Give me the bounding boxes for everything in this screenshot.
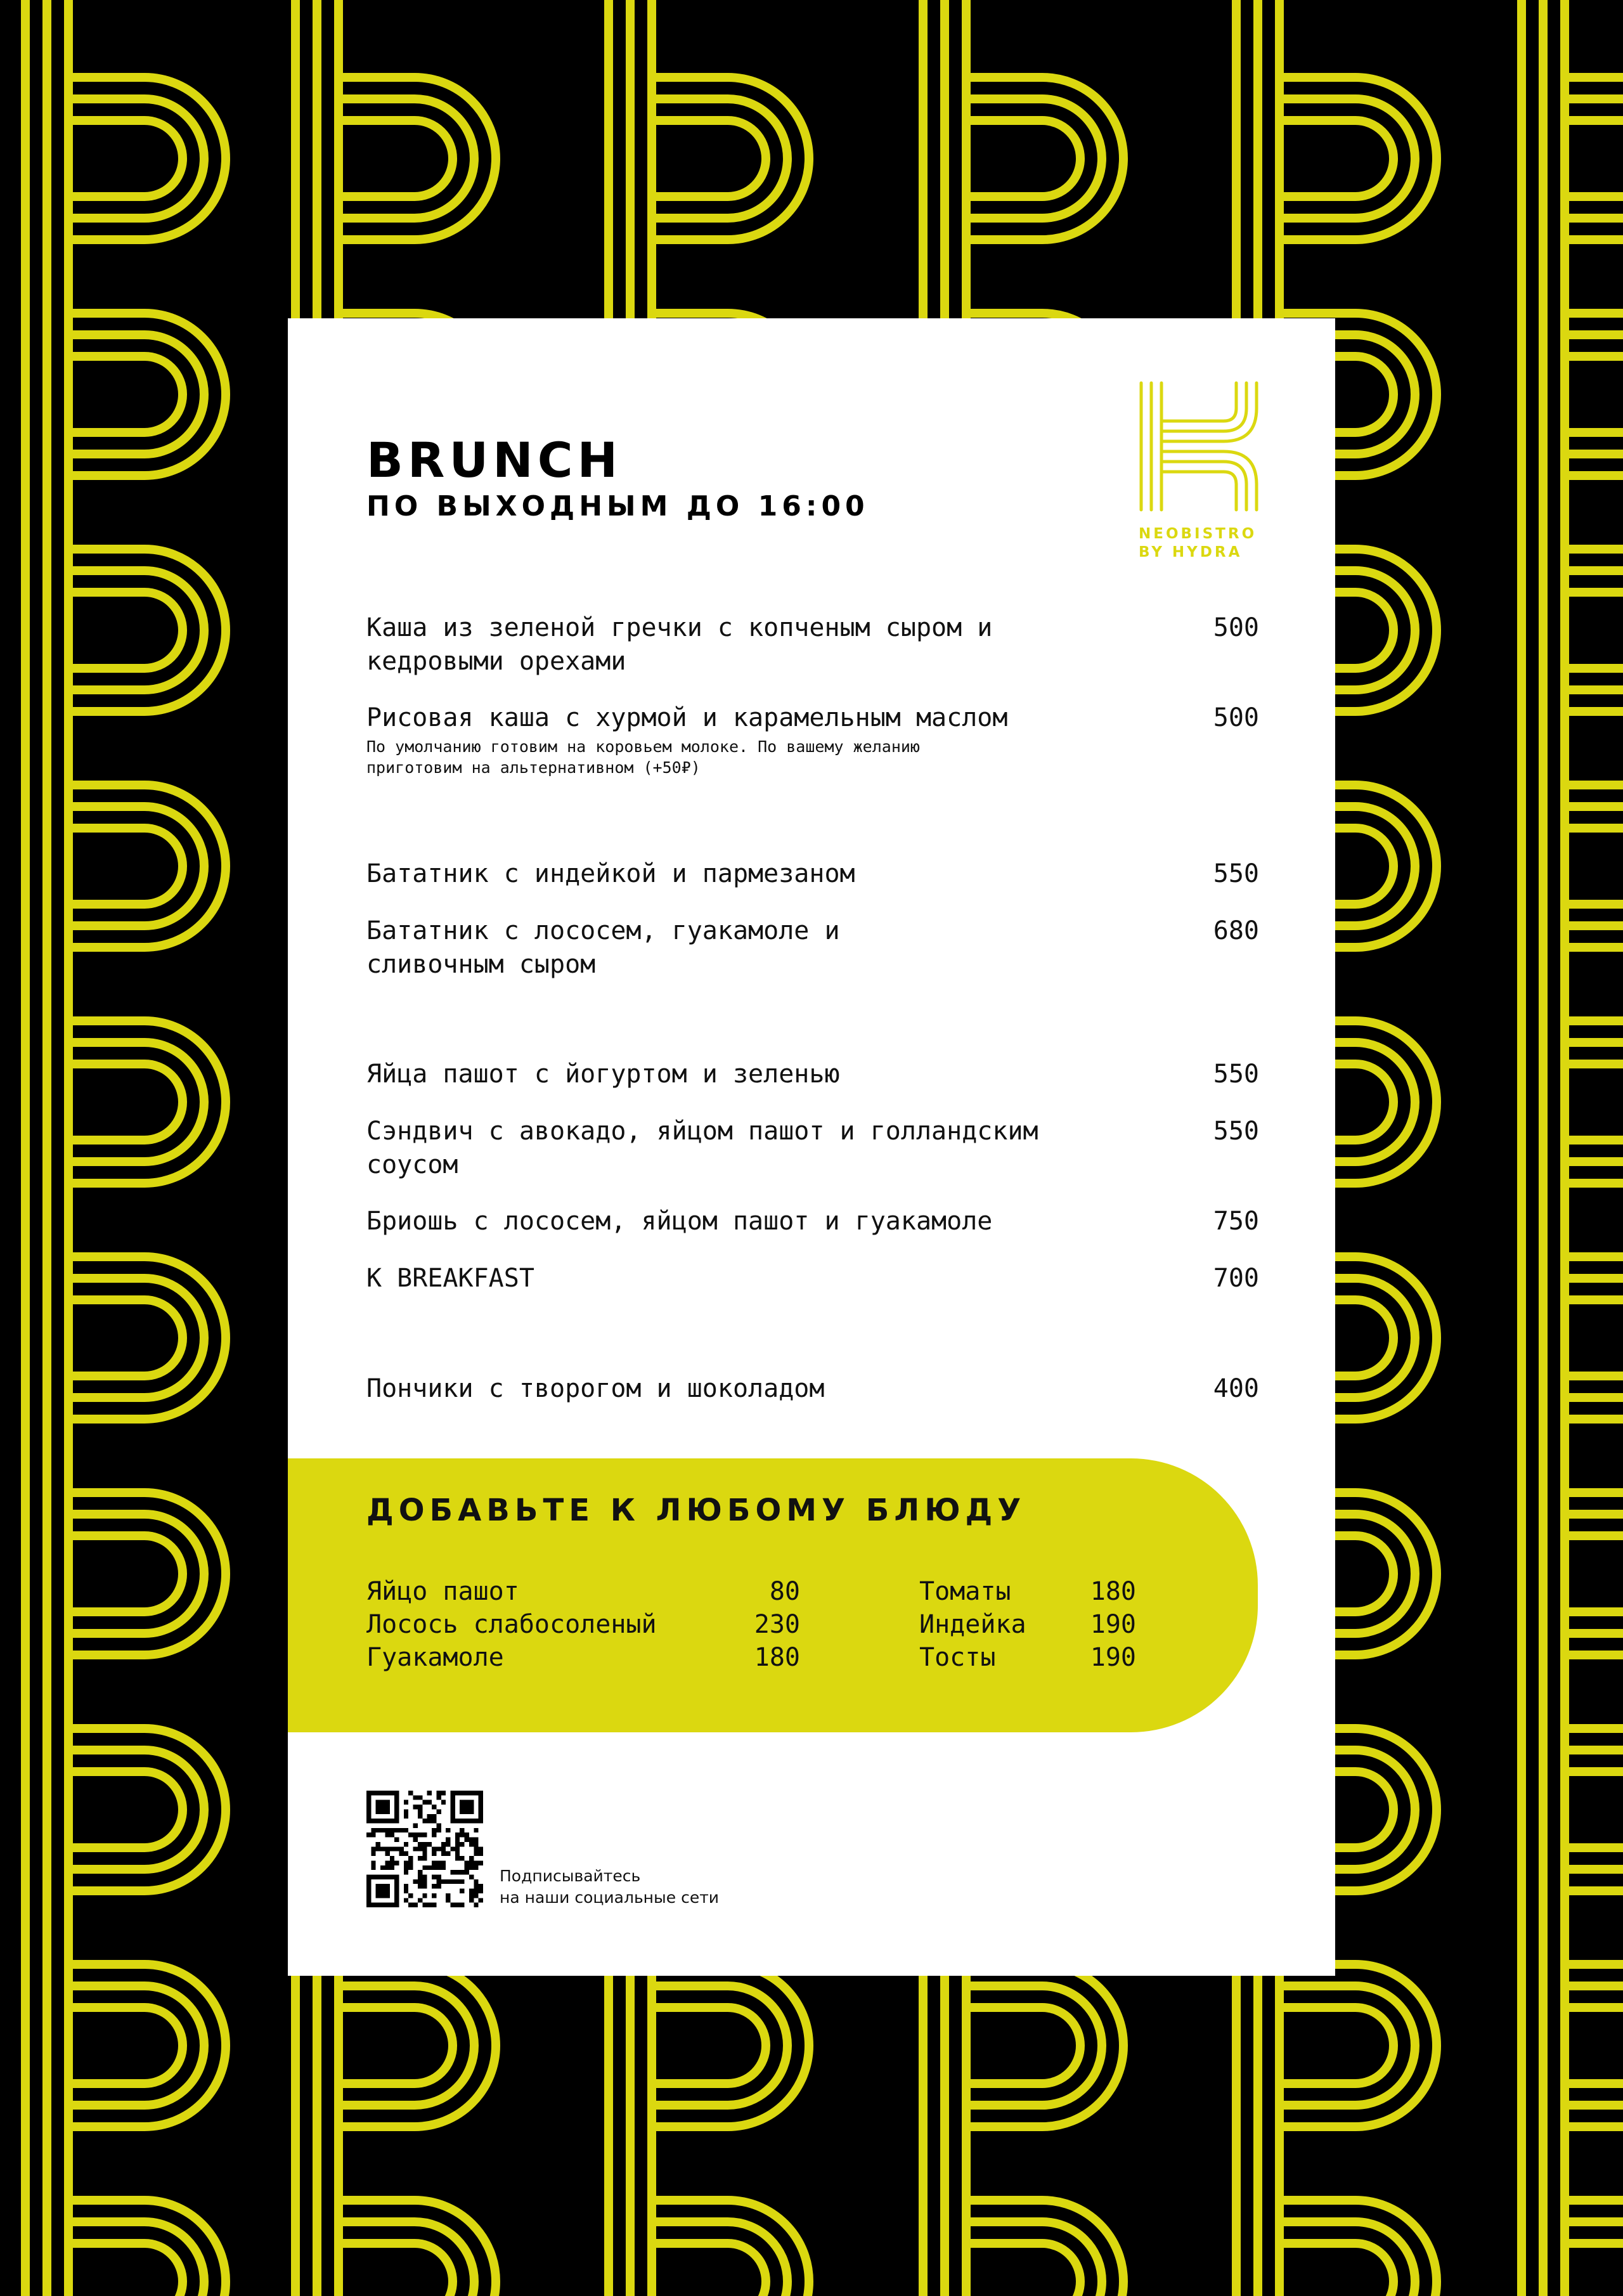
menu-item-note: По умолчанию готовим на коровьем молоке. По вашему желанию приготовим на альтернативном (+50₽) [366, 737, 920, 777]
addon-price: 80 [769, 1577, 800, 1606]
addon-name: Яйцо пашот [366, 1577, 519, 1606]
menu-item-price: 700 [1213, 1264, 1259, 1293]
menu-subtitle: ПО ВЫХОДНЫМ ДО 16:00 [366, 490, 869, 522]
addons-panel [288, 1458, 1258, 1732]
addon-item [919, 1608, 1136, 1641]
logo-text [1139, 525, 1259, 562]
menu-item-name: Бататник с индейкой и пармезаном [366, 859, 855, 888]
menu-item-name: Рисовая каша с хурмой и карамельным маслом [366, 703, 1008, 732]
addon-price: 180 [1090, 1577, 1136, 1606]
menu-item [366, 1058, 1259, 1091]
addon-name: Тосты [919, 1643, 996, 1672]
menu-item [366, 914, 1259, 982]
pattern-loop [68, 2007, 183, 2084]
menu-item [366, 611, 1259, 678]
menu-item-price: 400 [1213, 1374, 1259, 1403]
menu-item-price: 550 [1213, 859, 1259, 888]
addons-list-right [919, 1575, 1136, 1674]
menu-item-name: Яйца пашот с йогуртом и зеленью [366, 1060, 840, 1089]
menu-item [366, 1262, 1259, 1295]
pattern-loop [1565, 592, 1623, 668]
pattern-loop [1565, 1772, 1623, 1848]
pattern-loop [339, 120, 453, 197]
pattern-loop [1565, 1064, 1623, 1140]
menu-item-price: 750 [1213, 1207, 1259, 1236]
addon-item [919, 1575, 1136, 1608]
menu-item-name: Бриошь с лососем, яйцом пашот и гуакамоле [366, 1207, 993, 1236]
menu-item [366, 701, 1259, 778]
addon-name: Томаты [919, 1577, 1011, 1606]
menu-item-name: K BREAKFAST [366, 1264, 534, 1293]
pattern-loop [1565, 1536, 1623, 1612]
addon-price: 190 [1090, 1643, 1136, 1672]
pattern-loop [339, 2007, 453, 2084]
pattern-loop [1565, 2222, 1623, 2296]
logo-line-1: NEOBISTRO [1139, 526, 1257, 542]
addons-title: ДОБАВЬТЕ К ЛЮБОМУ БЛЮДУ [366, 1493, 1026, 1528]
pattern-loop [339, 2243, 453, 2296]
addon-item [366, 1608, 800, 1641]
addon-name: Гуакамоле [366, 1643, 504, 1672]
pattern-loop [966, 120, 1080, 197]
pattern-loop [1279, 120, 1393, 197]
addon-price: 230 [754, 1610, 800, 1639]
pattern-loop [68, 592, 183, 668]
menu-item [366, 1372, 1259, 1406]
pattern-loop [68, 120, 183, 197]
pattern-loop [1565, 2200, 1623, 2296]
pattern-loop [1565, 1300, 1623, 1376]
social-caption [500, 1865, 719, 1909]
menu-item [366, 1205, 1259, 1238]
menu-item [366, 1115, 1259, 1182]
pattern-loop [68, 356, 183, 432]
pattern-loop [1279, 2243, 1393, 2296]
pattern-loop [1565, 2007, 1623, 2084]
menu-item-price: 680 [1213, 916, 1259, 945]
addon-item [919, 1641, 1136, 1674]
menu-item [366, 857, 1259, 891]
menu-item-price: 550 [1213, 1060, 1259, 1089]
menu-item-name: Пончики с творогом и шоколадом [366, 1374, 825, 1403]
pattern-loop [68, 1064, 183, 1140]
addon-item [366, 1575, 800, 1608]
pattern-loop [68, 2243, 183, 2296]
pattern-loop [68, 1536, 183, 1612]
pattern-loop [1565, 120, 1623, 197]
menu-item-name: Сэндвич с авокадо, яйцом пашот и голландским соусом [366, 1117, 1038, 1179]
pattern-loop [68, 828, 183, 904]
menu-item-price: 500 [1213, 613, 1259, 642]
addon-name: Индейка [919, 1610, 1026, 1639]
pattern-loop [1565, 828, 1623, 904]
menu-item-price: 550 [1213, 1117, 1259, 1146]
addons-list-left [366, 1575, 800, 1674]
social-line-1: Подписывайтесь [500, 1867, 641, 1885]
pattern-loop [966, 2007, 1080, 2084]
pattern-loop [652, 2007, 766, 2084]
menu-item-price: 500 [1213, 703, 1259, 732]
k-monogram-icon [1139, 380, 1259, 512]
pattern-loop [68, 1300, 183, 1376]
pattern-loop [966, 2243, 1080, 2296]
addon-price: 180 [754, 1643, 800, 1672]
social-line-2: на наши социальные сети [500, 1888, 720, 1907]
pattern-loop [652, 2243, 766, 2296]
menu-item-name: Каша из зеленой гречки с копченым сыром и кедровыми орехами [366, 613, 993, 676]
menu-card [288, 318, 1335, 1976]
addon-name: Лосось слабосоленый [366, 1610, 657, 1639]
pattern-loop [1279, 2007, 1393, 2084]
pattern-loop [68, 1772, 183, 1848]
pattern-loop [652, 120, 766, 197]
menu-title: BRUNCH [366, 432, 623, 488]
logo-line-2: BY HYDRA [1139, 544, 1243, 561]
pattern-loop [1565, 356, 1623, 432]
qr-code-icon[interactable] [366, 1791, 483, 1907]
addon-item [366, 1641, 800, 1674]
brand-logo [1139, 380, 1259, 562]
pattern-loop [1565, 2243, 1623, 2296]
addon-price: 190 [1090, 1610, 1136, 1639]
menu-item-name: Бататник с лососем, гуакамоле и сливочным сыром [366, 916, 840, 979]
